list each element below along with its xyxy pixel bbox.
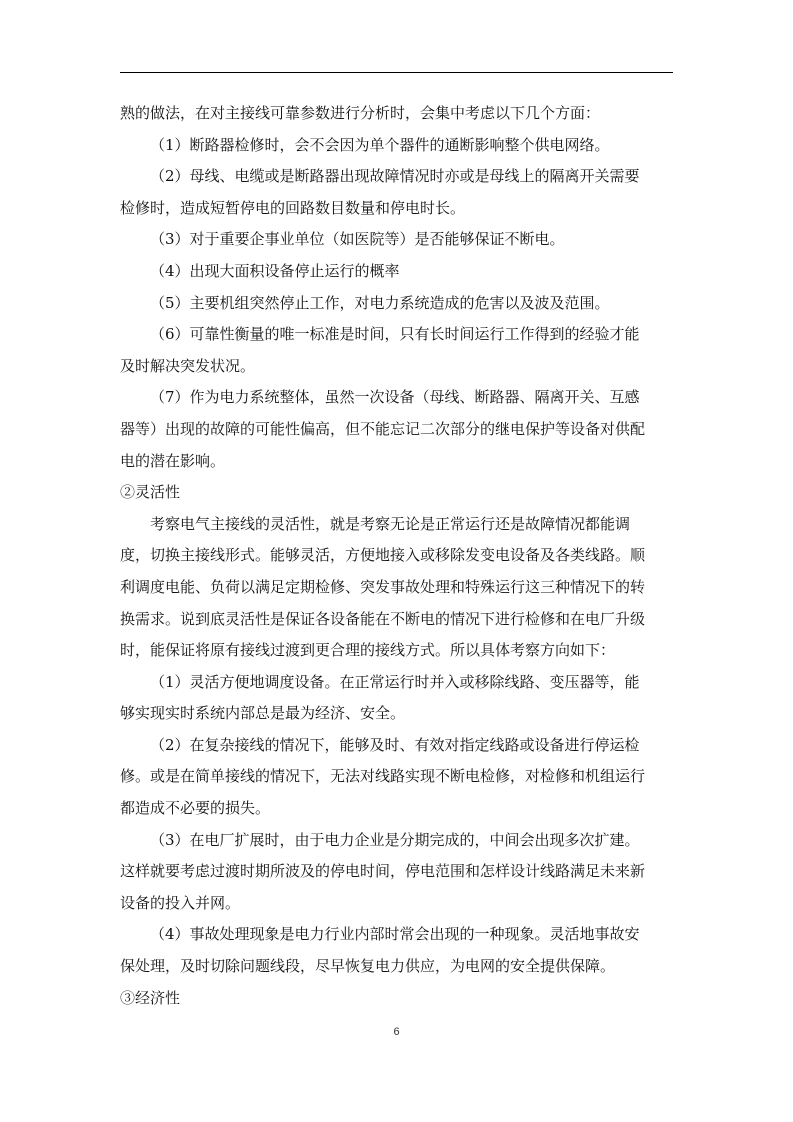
text-line: 检修时，造成短暂停电的回路数目数量和停电时长。 xyxy=(120,198,466,217)
page-number: 6 xyxy=(393,1026,400,1038)
text-line: 保处理，及时切除问题线段，尽早恢复电力供应，为电网的安全提供保障。 xyxy=(120,957,616,976)
text-line: （4）出现大面积设备停止运行的概率 xyxy=(150,261,400,280)
text-line: 设备的投入并网。 xyxy=(120,893,241,912)
text-line: （2）母线、电缆或是断路器出现故障情况时亦或是母线上的隔离开关需要 xyxy=(150,167,640,186)
text-line: 电的潜在影响。 xyxy=(120,451,226,470)
text-line: 及时解决突发状况。 xyxy=(120,356,256,375)
text-line: 时，能保证将原有接线过渡到更合理的接线方式。所以具体考察方向如下： xyxy=(120,641,616,660)
text-line: ③经济性 xyxy=(120,988,181,1007)
text-line: （4）事故处理现象是电力行业内部时常会出现的一种现象。灵活地事故安 xyxy=(150,925,640,944)
text-line: （1）断路器检修时，会不会因为单个器件的通断影响整个供电网络。 xyxy=(150,135,610,154)
text-line: 度，切换主接线形式。能够灵活，方便地接入或移除发变电设备及各类线路。顺 xyxy=(120,546,646,565)
text-line: （6）可靠性衡量的唯一标准是时间，只有长时间运行工作得到的经验才能 xyxy=(150,325,640,344)
text-line: （5）主要机组突然停止工作，对电力系统造成的危害以及波及范围。 xyxy=(150,293,610,312)
text-line: 考察电气主接线的灵活性，就是考察无论是正常运行还是故障情况都能调 xyxy=(150,514,631,533)
text-line: 换需求。说到底灵活性是保证各设备能在不断电的情况下进行检修和在电厂升级 xyxy=(120,609,646,628)
text-line: （1）灵活方便地调度设备。在正常运行时并入或移除线路、变压器等，能 xyxy=(150,672,640,691)
text-line: （3）在电厂扩展时，由于电力企业是分期完成的，中间会出现多次扩建。 xyxy=(150,830,640,849)
text-line: 这样就要考虑过渡时期所波及的停电时间，停电范围和怎样设计线路满足未来新 xyxy=(120,862,646,881)
text-line: 修。或是在简单接线的情况下，无法对线路实现不断电检修，对检修和机组运行 xyxy=(120,767,646,786)
text-line: （2）在复杂接线的情况下，能够及时、有效对指定线路或设备进行停运检 xyxy=(150,735,640,754)
text-line: 利调度电能、负荷以满足定期检修、突发事故处理和特殊运行这三种情况下的转 xyxy=(120,577,646,596)
text-line: ②灵活性 xyxy=(120,483,181,502)
header-rule xyxy=(120,72,673,73)
text-line: 都造成不必要的损失。 xyxy=(120,799,271,818)
body-text xyxy=(120,98,673,1014)
text-line: （7）作为电力系统整体，虽然一次设备（母线、断路器、隔离开关、互感 xyxy=(150,388,640,407)
text-line: （3）对于重要企事业单位（如医院等）是否能够保证不断电。 xyxy=(150,230,565,249)
text-line: 器等）出现的故障的可能性偏高，但不能忘记二次部分的继电保护等设备对供配 xyxy=(120,419,646,438)
text-line: 熟的做法，在对主接线可靠参数进行分析时，会集中考虑以下几个方面： xyxy=(120,104,601,122)
text-line: 够实现实时系统内部总是最为经济、安全。 xyxy=(120,704,406,723)
